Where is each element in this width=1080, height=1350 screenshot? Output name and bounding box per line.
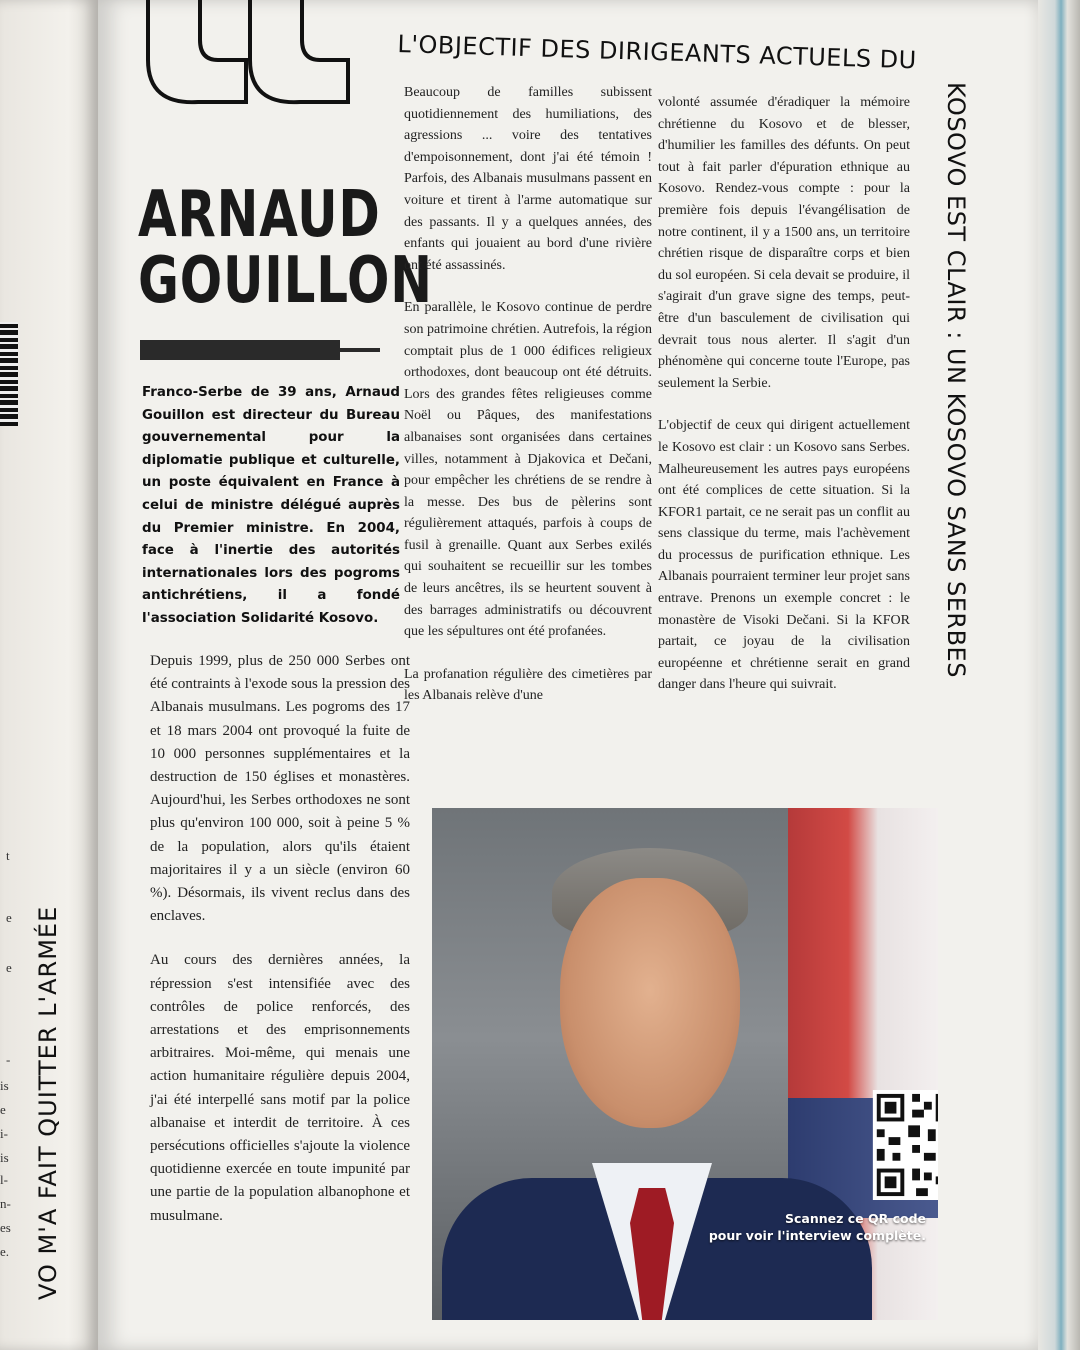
page-edge	[1038, 0, 1080, 1350]
left-fragment: e	[6, 960, 12, 975]
author-first-name: ARNAUD	[138, 178, 381, 252]
qr-caption-line2: pour voir l'interview complète.	[708, 1228, 926, 1243]
face	[560, 878, 740, 1128]
left-page	[0, 0, 98, 1350]
magazine-page	[98, 0, 1038, 1350]
qr-caption-line1: Scannez ce QR code	[784, 1211, 926, 1226]
author-last-name: GOUILLON	[138, 244, 433, 318]
left-fragment: n-	[0, 1196, 11, 1211]
left-fragment: i-	[0, 1126, 8, 1141]
partial-qr-code	[0, 322, 18, 426]
left-fragment: es	[0, 1220, 11, 1235]
name-underline-tail	[340, 348, 380, 352]
paragraph: Au cours des dernières années, la répression s'est intensifiée avec des contrôles de police renforcés, des arrestations et des emprisonnements arbitraires. Moi-même, qui menais une action humanitaire régulière depuis 2004, j'ai été interpellé sans motif par la police albanaise et interdit de territoire. À ces persécutions officielles s'ajoute la violence quotidienne exercée en toute impunité par une partie de la population albanophone et musulmane.	[150, 952, 410, 1224]
pull-quote-side: KOSOVO EST CLAIR : UN KOSOVO SANS SERBES	[942, 82, 970, 678]
pull-quote-top: L'OBJECTIF DES DIRIGEANTS ACTUELS DU	[397, 30, 918, 75]
quote-mark-icon	[138, 0, 368, 120]
left-fragment: l-	[0, 1172, 8, 1187]
qr-code-icon[interactable]	[872, 1090, 938, 1200]
paragraph: Depuis 1999, plus de 250 000 Serbes ont été contraints à l'exode sous la pression des Albanais musulmans. Les pogroms des 17 et 18 mars 2004 ont provoqué la fuite de 10 000 personnes supplémentaires et la destruction de 150 églises et monastères. Aujourd'hui, les Serbes orthodoxes ne sont plus qu'environ 100 000, soit à peine 5 % de la population, alors qu'ils étaient majoritaires il y a un siècle (environ 60 %). Désormais, ils vivent reclus dans des enclaves.	[150, 653, 410, 925]
author-name	[138, 178, 433, 318]
paragraph: volonté assumée d'éradiquer la mémoire chrétienne du Kosovo et de blesser, d'humilier les familles des défunts. On peut tout à fait parler d'épuration ethnique au Kosovo. Rendez-vous compte : pour la première fois depuis l'évangélisation de notre continent, il y a 1500 ans, un territoire chrétien risque de disparaître corps et bien du sol européen. Si cela devait se produire, il s'agirait d'un grave signe des temps, peut-être d'un basculement de civilisation qui devrait tous nous alerter. Il s'agit d'un phénomène qui concerne toute l'Europe, pas seulement la Serbie.	[658, 95, 910, 391]
left-fragment: -	[6, 1052, 11, 1067]
paragraph: En parallèle, le Kosovo continue de perdre son patrimoine chrétien. Autrefois, la région comptait plus de 1 000 édifices religieux orthodoxes, dont beaucoup ont été détruits. Lors des grandes fêtes religieuses comme Noël ou Pâques, des manifestations albanaises sont organisées dans certaines villes, notamment à Djakovica et Dečani, pour empêcher les chrétiens de se rendre à la messe. Des bus de pèlerins sont régulièrement attaqués, parfois à coups de fusil à grenaille. Quant aux Serbes exilés qui souhaitent se recueillir sur les tombes de leurs ancêtres, ils se heurtent souvent à des barrages administratifs ou découvrent que les sépultures ont été profanées.	[404, 300, 652, 640]
paragraph: Beaucoup de familles subissent quotidiennement des humiliations, des agressions ... voire des tentatives d'empoisonnement, dont j'ai été témoin ! Parfois, des Albanais musulmans passent en voiture et tirent à l'arme automatique sur des passants. Il y a quelques années, des enfants qui jouaient au bord d'une rivière ont été assassinés.	[404, 85, 652, 273]
qr-caption	[709, 1210, 926, 1244]
left-fragment: is	[0, 1078, 9, 1093]
paragraph: La profanation régulière des cimetières par les Albanais relève d'une	[404, 666, 652, 704]
left-fragment: e.	[0, 1244, 10, 1259]
column-1	[150, 650, 410, 1249]
left-fragment: e	[0, 1102, 6, 1117]
left-fragment: t	[6, 848, 10, 863]
name-underline	[140, 340, 340, 360]
portrait-photo	[432, 808, 938, 1320]
paragraph: L'objectif de ceux qui dirigent actuellement le Kosovo est clair : un Kosovo sans Serbes. Malheureusement les autres pays européens ont été complices de cette situation. Si la KFOR1 partait, ce ne serait pas un conflit au sens classique du terme, mais l'achèvement du processus de purification ethnique. Les Albanais pourraient terminer leur projet sans entrave. Prenons un exemple concret : le monastère de Visoki Dečani. Si la KFOR partait, ce joyau de la civilisation européenne et chrétienne serait en grand danger dans l'heure qui suivrait.	[658, 418, 910, 693]
left-fragment: e	[6, 910, 12, 925]
column-3	[658, 92, 910, 717]
intro-paragraph: Franco-Serbe de 39 ans, Arnaud Gouillon est directeur du Bureau gouvernemental pour la diplomatie publique et culturelle, un poste équivalent en France à celui de ministre délégué auprès du Premier ministre. En 2004, face à l'inertie des autorités internationales lors des pogroms antichrétiens, il a fondé l'association Solidarité Kosovo.	[142, 385, 400, 626]
left-fragment: is	[0, 1150, 9, 1165]
column-2	[404, 82, 652, 728]
left-page-heading: VO M'A FAIT QUITTER L'ARMÉE	[34, 905, 62, 1300]
